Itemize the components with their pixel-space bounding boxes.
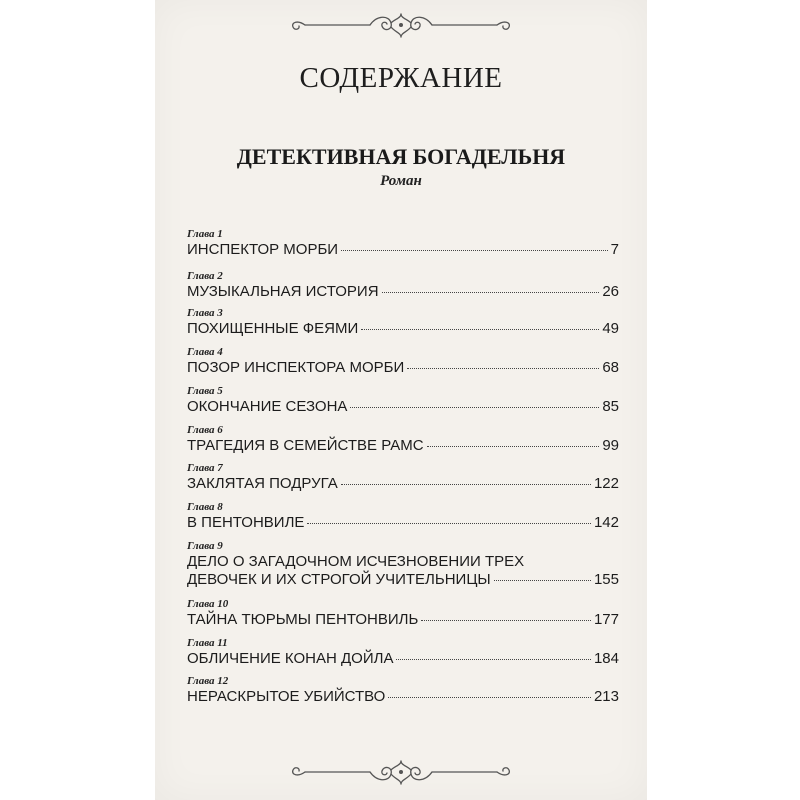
chapter-title: ДЕВОЧЕК И ИХ СТРОГОЙ УЧИТЕЛЬНИЦЫ <box>187 571 491 588</box>
toc-entry-5[interactable] <box>187 385 619 416</box>
dot-leader <box>494 580 591 581</box>
dot-leader <box>427 446 600 447</box>
toc-entry-1[interactable] <box>187 228 619 259</box>
chapter-number: Глава 6 <box>187 424 223 436</box>
chapter-number: Глава 8 <box>187 501 223 513</box>
page-number: 68 <box>602 359 619 376</box>
chapter-title: ЗАКЛЯТАЯ ПОДРУГА <box>187 475 338 492</box>
toc-entry-7[interactable] <box>187 462 619 493</box>
scroll-ornament-icon <box>155 757 647 787</box>
chapter-title: ТРАГЕДИЯ В СЕМЕЙСТВЕ РАМС <box>187 437 424 454</box>
page-number: 122 <box>593 475 619 492</box>
chapter-number: Глава 7 <box>187 462 223 474</box>
dot-leader <box>388 697 591 698</box>
toc-entry-12[interactable] <box>187 675 619 706</box>
dot-leader <box>421 620 591 621</box>
chapter-number: Глава 2 <box>187 270 223 282</box>
chapter-number: Глава 3 <box>187 307 223 319</box>
chapter-title: В ПЕНТОНВИЛЕ <box>187 514 305 531</box>
chapter-title: ОКОНЧАНИЕ СЕЗОНА <box>187 398 348 415</box>
dot-leader <box>350 407 599 408</box>
dot-leader <box>382 292 600 293</box>
book-page <box>155 0 647 800</box>
page-number: 49 <box>602 320 619 337</box>
chapter-title: НЕРАСКРЫТОЕ УБИЙСТВО <box>187 688 386 705</box>
book-title: ДЕТЕКТИВНАЯ БОГАДЕЛЬНЯ <box>236 144 566 169</box>
page-number: 142 <box>593 514 619 531</box>
chapter-number: Глава 1 <box>187 228 223 240</box>
toc-entry-10[interactable] <box>187 598 619 629</box>
book-subtitle: Роман <box>380 173 422 189</box>
table-of-contents <box>155 0 647 800</box>
dot-leader <box>361 329 599 330</box>
chapter-number: Глава 11 <box>187 637 228 649</box>
page-number: 26 <box>602 283 619 300</box>
chapter-title: МУЗЫКАЛЬНАЯ ИСТОРИЯ <box>187 283 379 300</box>
page-number: 85 <box>602 398 619 415</box>
dot-leader <box>396 659 591 660</box>
chapter-number: Глава 12 <box>187 675 229 687</box>
chapter-number: Глава 5 <box>187 385 223 397</box>
page-number: 7 <box>610 241 619 258</box>
dot-leader <box>341 484 591 485</box>
chapter-title: ОБЛИЧЕНИЕ КОНАН ДОЙЛА <box>187 650 394 667</box>
toc-entry-11[interactable] <box>187 637 619 668</box>
dot-leader <box>407 368 599 369</box>
page-number: 155 <box>593 571 619 588</box>
page-number: 184 <box>593 650 619 667</box>
chapter-number: Глава 9 <box>187 540 223 552</box>
chapter-title: ИНСПЕКТОР МОРБИ <box>187 241 339 258</box>
toc-entry-6[interactable] <box>187 424 619 455</box>
chapter-title-line-1: ДЕЛО О ЗАГАДОЧНОМ ИСЧЕЗНОВЕНИИ ТРЕХ <box>187 553 525 570</box>
page-number: 213 <box>593 688 619 705</box>
toc-entry-8[interactable] <box>187 501 619 532</box>
chapter-title: ПОХИЩЕННЫЕ ФЕЯМИ <box>187 320 359 337</box>
page-number: 99 <box>602 437 619 454</box>
chapter-title: ТАЙНА ТЮРЬМЫ ПЕНТОНВИЛЬ <box>187 611 419 628</box>
chapter-number: Глава 10 <box>187 598 229 610</box>
chapter-number: Глава 4 <box>187 346 223 358</box>
toc-entry-2[interactable] <box>187 270 619 301</box>
chapter-title: ПОЗОР ИНСПЕКТОРА МОРБИ <box>187 359 405 376</box>
dot-leader <box>341 250 608 251</box>
toc-entry-9[interactable] <box>187 540 619 589</box>
dot-leader <box>307 523 591 524</box>
page-number: 177 <box>593 611 619 628</box>
toc-entry-4[interactable] <box>187 346 619 377</box>
contents-heading: СОДЕРЖАНИЕ <box>299 62 503 94</box>
toc-entry-3[interactable] <box>187 307 619 338</box>
